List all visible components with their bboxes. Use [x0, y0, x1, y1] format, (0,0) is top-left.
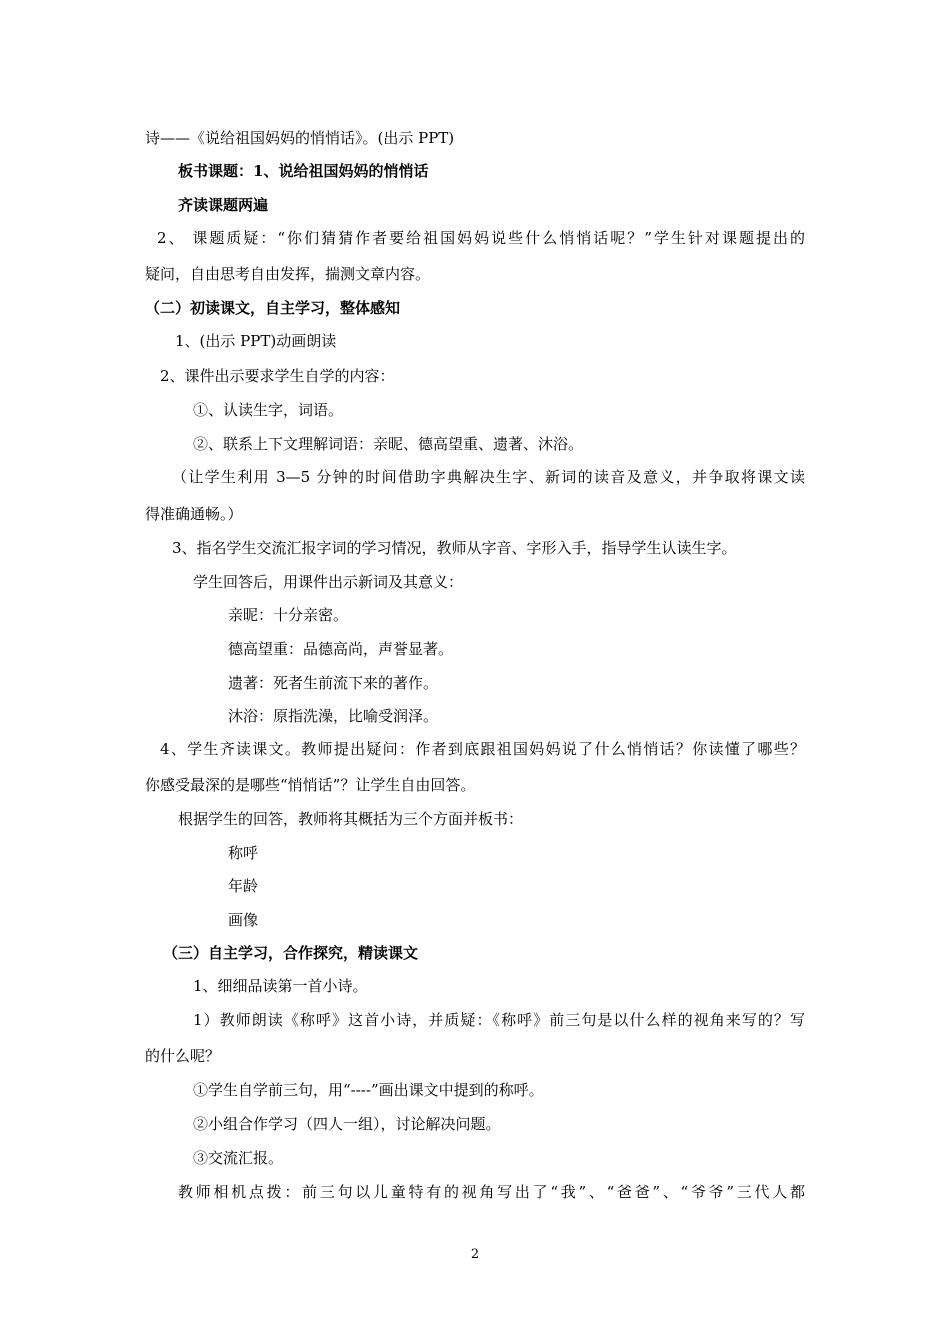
paragraph-line: 诗——《说给祖国妈妈的悄悄话》。(出示 PPT) — [145, 129, 455, 147]
board-item: 画像 — [228, 911, 259, 929]
list-item: ①学生自学前三句，用“----”画出课文中提到的称呼。 — [193, 1081, 544, 1099]
paragraph-line: 根据学生的回答，教师将其概括为三个方面并板书： — [178, 810, 524, 828]
word-definition: 亲昵：十分亲密。 — [228, 606, 349, 624]
word-definition: 沐浴：原指洗澡，比喻受润泽。 — [228, 707, 439, 725]
read-title-line: 齐读课题两遍 — [178, 196, 269, 214]
word-definition: 遗著：死者生前流下来的著作。 — [228, 674, 439, 692]
board-item: 称呼 — [228, 844, 259, 862]
list-item: ②、联系上下文理解词语：亲昵、德高望重、遗著、沐浴。 — [193, 435, 584, 453]
list-item: ②小组合作学习（四人一组），讨论解决问题。 — [193, 1115, 501, 1133]
list-item: ①、认读生字，词语。 — [193, 401, 344, 419]
paragraph-line: 得准确通畅。） — [145, 505, 243, 523]
section-heading-2: （二）初读课文，自主学习，整体感知 — [145, 299, 401, 317]
paragraph-line: 1、细细品读第一首小诗。 — [193, 977, 368, 995]
paragraph-line: 教师相机点拨：前三句以儿童特有的视角写出了“我”、“爸爸”、“爷爷”三代人都 — [178, 1183, 805, 1201]
paragraph-line: 4、学生齐读课文。教师提出疑问：作者到底跟祖国妈妈说了什么悄悄话？你读懂了哪些？ — [160, 740, 805, 758]
paragraph-line: 2、 课题质疑：“你们猜猜作者要给祖国妈妈说些什么悄悄话呢？”学生针对课题提出的 — [157, 229, 805, 247]
word-definition: 德高望重：品德高尚，声誉显著。 — [228, 640, 454, 658]
paragraph-line: 1、(出示 PPT)动画朗读 — [175, 332, 337, 350]
paragraph-line: （让学生利用 3—5 分钟的时间借助字典解决生字、新词的读音及意义，并争取将课文读 — [172, 468, 805, 486]
paragraph-line: 你感受最深的是哪些“悄悄话”？让学生自由回答。 — [145, 776, 476, 794]
paragraph-line: 的什么呢？ — [145, 1047, 221, 1065]
list-item: ③交流汇报。 — [193, 1149, 284, 1167]
board-item: 年龄 — [228, 877, 259, 895]
paragraph-line: 学生回答后，用课件出示新词及其意义： — [193, 573, 464, 591]
board-title-line: 板书课题：1、说给祖国妈妈的悄悄话 — [178, 162, 429, 180]
paragraph-line: 3、指名学生交流汇报字词的学习情况，教师从字音、字形入手，指导学生认读生字。 — [172, 539, 737, 557]
paragraph-line: 1）教师朗读《称呼》这首小诗，并质疑：《称呼》前三句是以什么样的视角来写的？写 — [193, 1011, 805, 1029]
page-number: 2 — [470, 1247, 480, 1262]
paragraph-line: 2、课件出示要求学生自学的内容： — [160, 367, 395, 385]
paragraph-line: 疑问，自由思考自由发挥，揣测文章内容。 — [145, 265, 431, 283]
section-heading-3: （三）自主学习，合作探究，精读课文 — [163, 944, 419, 962]
